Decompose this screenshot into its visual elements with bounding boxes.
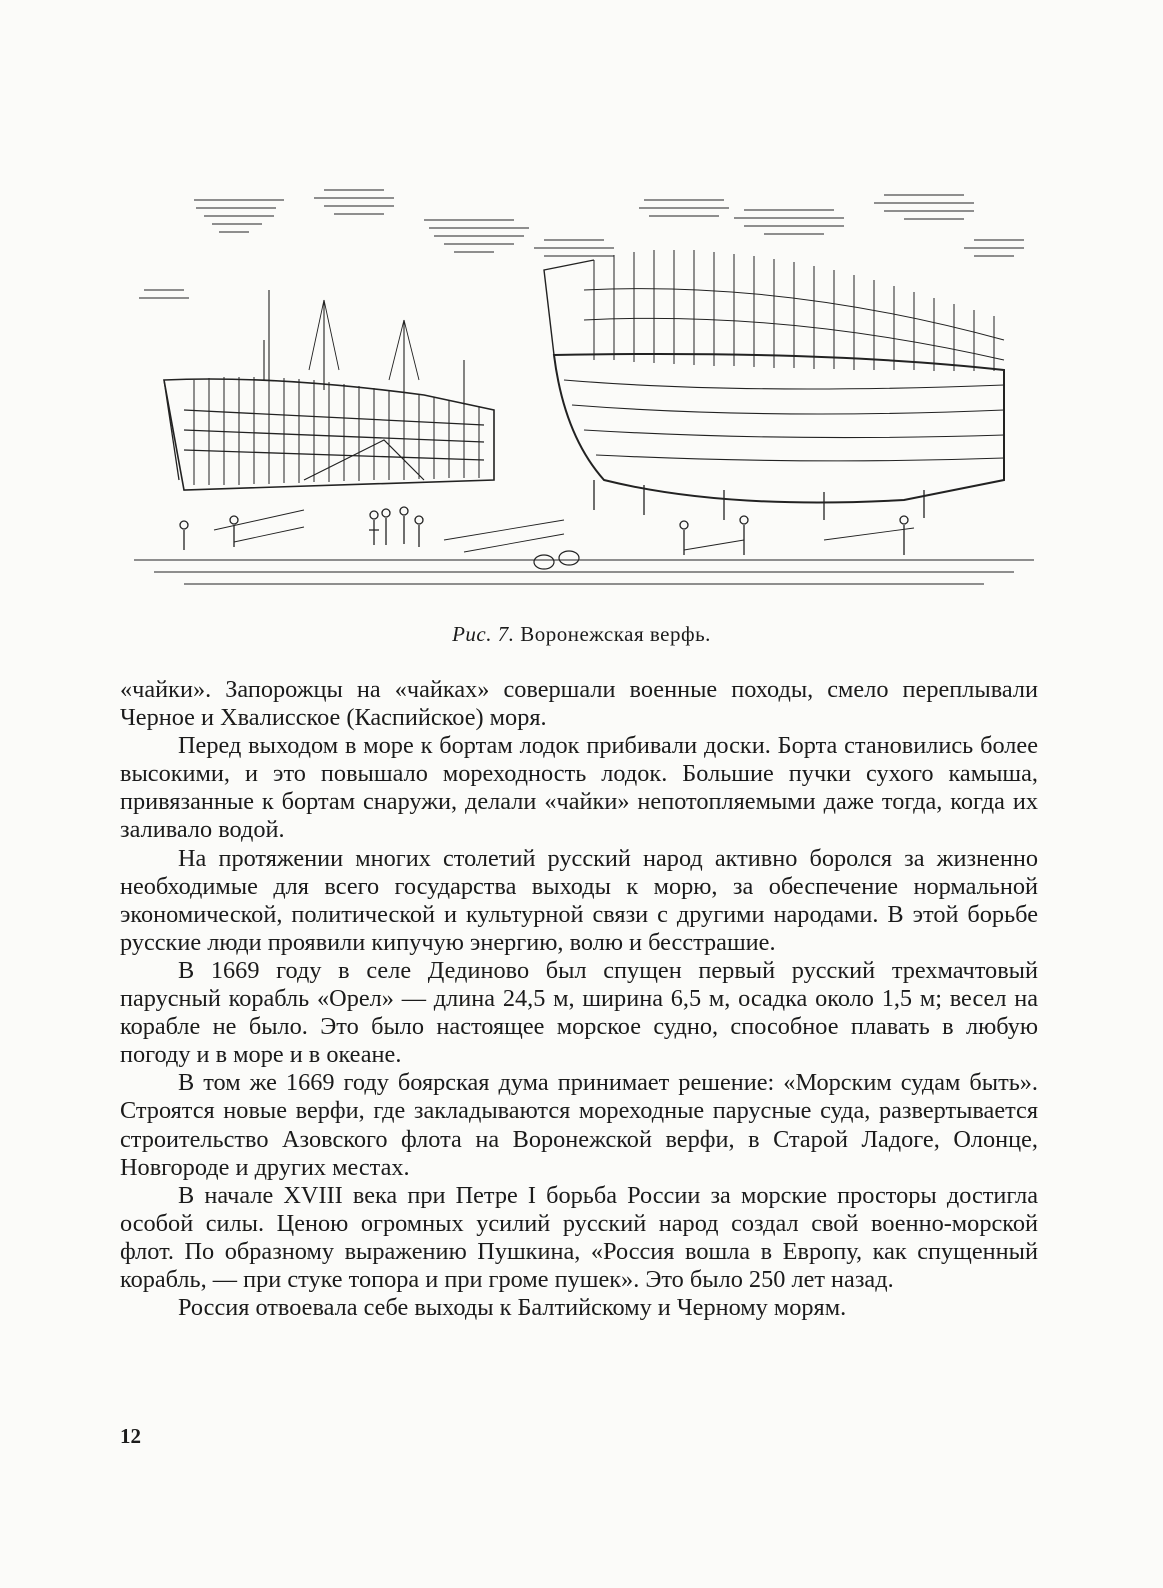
paragraph: Перед выходом в море к бортам лодок прибивали доски. Борта становились более высокими, и это повышало мореходность лодок. Большие пучки сухого камыша, привязанные к бортам снаружи, делали «чайки» непотопляемыми даже тогда, когда их заливало водой. — [120, 732, 1038, 844]
page-number: 12 — [120, 1424, 141, 1448]
paragraph: В том же 1669 году боярская дума принимает решение: «Морским судам быть». Строятся новые верфи, где закладываются мореходные парусные суда, развертывается строительство Азовского флота на Воронежской верфи, в Старой Ладоге, Олонце, Новгороде и других местах. — [120, 1069, 1038, 1181]
paragraph: В 1669 году в селе Дединово был спущен первый русский трехмачтовый парусный корабль «Орел» — длина 24,5 м, ширина 6,5 м, осадка около 1,5 м; весел на корабле не было. Это было настоящее морское судно, способное плавать в любую погоду и в море и в океане. — [120, 956, 1038, 1069]
sky-hatching — [139, 190, 1024, 298]
right-ship-hull — [544, 250, 1004, 520]
paragraph: В начале XVIII века при Петре I борьба России за морские просторы достигла особой силы. Ценою огромных усилий русский народ создал свой военно-морской флот. По образному выражению Пушкина, «Россия вошла в Европу, как спущенный корабль, — при стуке топора и при громе пушек». Это было 250 лет назад. — [120, 1181, 1038, 1293]
caption-text: Воронежская верфь. — [520, 622, 711, 646]
ground-hatching — [134, 510, 1034, 584]
paragraph: На протяжении многих столетий русский народ активно боролся за жизненно необходимые для всего государства выходы к морю, за обеспечение нормальной экономической, политической и культурной связи с другими народами. В этой борьбе русские люди проявили кипучую энергию, волю и бесстрашие. — [120, 844, 1038, 956]
paragraph: Россия отвоевала себе выходы к Балтийскому и Черному морям. — [178, 1294, 847, 1322]
workers-figures — [180, 507, 908, 555]
paragraph: «чайки». Запорожцы на «чайках» совершали военные походы, смело переплывали Черное и Хвалисское (Каспийское) моря. — [120, 676, 1038, 732]
figure-caption — [0, 622, 1163, 647]
body-text — [120, 676, 1038, 1322]
ship-engraving — [124, 180, 1039, 600]
caption-label: Рис. 7. — [452, 622, 515, 646]
left-ship-frame — [164, 290, 494, 490]
shipyard-illustration — [124, 180, 1039, 600]
